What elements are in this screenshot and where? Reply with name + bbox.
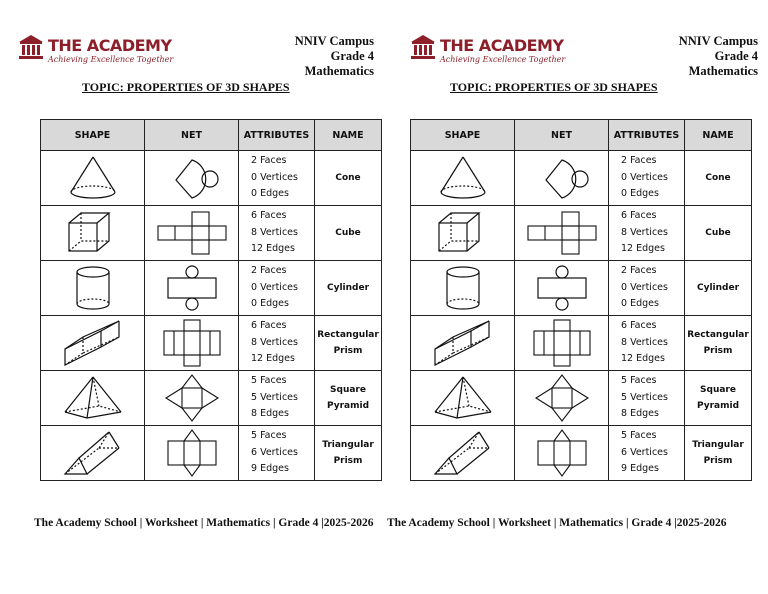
faces-count: 5 Faces xyxy=(251,375,287,387)
shape-cell xyxy=(411,261,515,316)
attributes-cell xyxy=(609,426,685,481)
cube-icon xyxy=(63,209,123,257)
header-shape: SHAPE xyxy=(41,120,145,151)
vertices-count: 0 Vertices xyxy=(251,281,298,293)
header-net: NET xyxy=(145,120,239,151)
shape-name-line-2: Pyramid xyxy=(326,401,370,411)
vertices-count: 6 Vertices xyxy=(251,446,298,458)
edges-count: 0 Edges xyxy=(621,298,659,310)
campus-info xyxy=(295,34,374,79)
table-row xyxy=(411,151,752,206)
name-cell xyxy=(685,316,752,371)
table-row xyxy=(41,316,382,371)
edges-count: 0 Edges xyxy=(251,298,289,310)
square-pyramid-net-icon xyxy=(160,373,224,423)
vertices-count: 6 Vertices xyxy=(621,446,668,458)
topic-heading: TOPIC: PROPERTIES OF 3D SHAPES xyxy=(450,80,658,94)
net-cell xyxy=(515,371,609,426)
cone-net-icon xyxy=(532,154,592,202)
edges-count: 12 Edges xyxy=(251,353,295,365)
name-cell xyxy=(685,206,752,261)
triangular-prism-icon xyxy=(431,428,495,478)
cube-net-icon xyxy=(522,209,602,257)
net-cell xyxy=(515,151,609,206)
net-cell xyxy=(145,151,239,206)
name-cell xyxy=(315,426,382,481)
shape-name: Cube xyxy=(705,228,731,238)
edges-count: 12 Edges xyxy=(621,243,665,255)
vertices-count: 5 Vertices xyxy=(621,391,668,403)
table-row xyxy=(41,151,382,206)
edges-count: 12 Edges xyxy=(251,243,295,255)
faces-count: 6 Faces xyxy=(621,210,657,222)
shape-name: Square xyxy=(330,385,366,395)
school-logo xyxy=(18,30,178,72)
rectangular-prism-net-icon xyxy=(530,318,594,368)
cone-icon xyxy=(433,154,493,202)
edges-count: 12 Edges xyxy=(621,353,665,365)
shape-name: Cylinder xyxy=(326,283,370,293)
table-row xyxy=(41,206,382,261)
shape-name: Cube xyxy=(335,228,361,238)
shape-name: Rectangular xyxy=(317,330,379,340)
grade-label: Grade 4 xyxy=(330,49,374,63)
shape-name: Cone xyxy=(705,173,731,183)
header-attributes: ATTRIBUTES xyxy=(609,120,685,151)
net-cell xyxy=(145,206,239,261)
header-name: NAME xyxy=(685,120,752,151)
shape-cell xyxy=(411,426,515,481)
shape-name-line-2: Prism xyxy=(333,346,363,356)
cube-net-icon xyxy=(152,209,232,257)
worksheet-copy-right xyxy=(384,0,768,594)
subject-label: Mathematics xyxy=(304,64,374,78)
shape-cell xyxy=(411,151,515,206)
triangular-prism-net-icon xyxy=(160,428,224,478)
net-cell xyxy=(145,316,239,371)
shape-name: Triangular xyxy=(322,440,374,450)
name-cell xyxy=(315,371,382,426)
vertices-count: 5 Vertices xyxy=(251,391,298,403)
name-cell xyxy=(685,426,752,481)
edges-count: 0 Edges xyxy=(251,188,289,200)
school-logo xyxy=(410,30,570,72)
name-cell xyxy=(685,371,752,426)
vertices-count: 8 Vertices xyxy=(251,336,298,348)
faces-count: 6 Faces xyxy=(621,320,657,332)
triangular-prism-net-icon xyxy=(530,428,594,478)
subject-label: Mathematics xyxy=(688,64,758,78)
header-attributes: ATTRIBUTES xyxy=(239,120,315,151)
name-cell xyxy=(315,316,382,371)
faces-count: 2 Faces xyxy=(621,155,657,167)
logo-tagline: Achieving Excellence Together xyxy=(48,55,174,64)
net-cell xyxy=(515,206,609,261)
square-pyramid-icon xyxy=(431,374,495,422)
shape-cell xyxy=(41,316,145,371)
table-row xyxy=(41,371,382,426)
net-cell xyxy=(145,426,239,481)
faces-count: 2 Faces xyxy=(621,265,657,277)
table-header-row xyxy=(41,120,382,151)
edges-count: 9 Edges xyxy=(251,463,289,475)
faces-count: 5 Faces xyxy=(251,430,287,442)
worksheet-footer: The Academy School | Worksheet | Mathematics | Grade 4 |2025-2026 xyxy=(34,517,374,529)
header-shape: SHAPE xyxy=(411,120,515,151)
table-row xyxy=(41,261,382,316)
attributes-cell xyxy=(609,371,685,426)
header-name: NAME xyxy=(315,120,382,151)
table-row xyxy=(411,371,752,426)
rectangular-prism-icon xyxy=(61,319,125,367)
faces-count: 6 Faces xyxy=(251,210,287,222)
worksheet-footer: The Academy School | Worksheet | Mathematics | Grade 4 |2025-2026 xyxy=(387,517,727,529)
net-cell xyxy=(515,316,609,371)
cone-net-icon xyxy=(162,154,222,202)
shape-name-line-2: Prism xyxy=(703,456,733,466)
attributes-cell xyxy=(609,206,685,261)
cube-icon xyxy=(433,209,493,257)
attributes-cell xyxy=(609,316,685,371)
shape-name: Triangular xyxy=(692,440,744,450)
net-cell xyxy=(515,261,609,316)
table-row xyxy=(41,426,382,481)
campus-name: NNIV Campus xyxy=(294,34,374,48)
campus-info xyxy=(679,34,758,79)
shape-cell xyxy=(411,206,515,261)
name-cell xyxy=(315,206,382,261)
attributes-cell xyxy=(609,151,685,206)
rectangular-prism-net-icon xyxy=(160,318,224,368)
attributes-cell xyxy=(239,151,315,206)
edges-count: 8 Edges xyxy=(621,408,659,420)
table-row xyxy=(411,316,752,371)
academy-building-icon xyxy=(410,34,436,60)
shape-name-line-2: Prism xyxy=(333,456,363,466)
vertices-count: 0 Vertices xyxy=(621,171,668,183)
cylinder-net-icon xyxy=(162,264,222,312)
table-row xyxy=(411,261,752,316)
faces-count: 5 Faces xyxy=(621,375,657,387)
table-row xyxy=(411,426,752,481)
edges-count: 0 Edges xyxy=(621,188,659,200)
shape-name: Cylinder xyxy=(696,283,740,293)
shape-cell xyxy=(411,316,515,371)
academy-building-icon xyxy=(18,34,44,60)
topic-heading: TOPIC: PROPERTIES OF 3D SHAPES xyxy=(82,80,290,94)
shape-name: Cone xyxy=(335,173,361,183)
shape-cell xyxy=(41,261,145,316)
rectangular-prism-icon xyxy=(431,319,495,367)
logo-text: THE ACADEMY xyxy=(48,36,172,55)
vertices-count: 0 Vertices xyxy=(251,171,298,183)
vertices-count: 8 Vertices xyxy=(251,226,298,238)
shape-cell xyxy=(41,371,145,426)
attributes-cell xyxy=(239,316,315,371)
logo-tagline: Achieving Excellence Together xyxy=(440,55,566,64)
triangular-prism-icon xyxy=(61,428,125,478)
shape-cell xyxy=(41,206,145,261)
attributes-cell xyxy=(239,261,315,316)
cylinder-net-icon xyxy=(532,264,592,312)
net-cell xyxy=(145,371,239,426)
net-cell xyxy=(145,261,239,316)
vertices-count: 0 Vertices xyxy=(621,281,668,293)
shape-name: Square xyxy=(700,385,736,395)
cone-icon xyxy=(63,154,123,202)
table-row xyxy=(411,206,752,261)
attributes-cell xyxy=(609,261,685,316)
shapes-table xyxy=(40,119,382,481)
square-pyramid-net-icon xyxy=(530,373,594,423)
attributes-cell xyxy=(239,426,315,481)
faces-count: 6 Faces xyxy=(251,320,287,332)
grade-label: Grade 4 xyxy=(714,49,758,63)
name-cell xyxy=(315,261,382,316)
vertices-count: 8 Vertices xyxy=(621,336,668,348)
faces-count: 5 Faces xyxy=(621,430,657,442)
edges-count: 9 Edges xyxy=(621,463,659,475)
shape-name: Rectangular xyxy=(687,330,749,340)
shape-name-line-2: Prism xyxy=(703,346,733,356)
vertices-count: 8 Vertices xyxy=(621,226,668,238)
header-net: NET xyxy=(515,120,609,151)
campus-name: NNIV Campus xyxy=(678,34,758,48)
faces-count: 2 Faces xyxy=(251,265,287,277)
name-cell xyxy=(685,261,752,316)
shape-cell xyxy=(411,371,515,426)
shape-name-line-2: Pyramid xyxy=(696,401,740,411)
square-pyramid-icon xyxy=(61,374,125,422)
net-cell xyxy=(515,426,609,481)
table-header-row xyxy=(411,120,752,151)
shape-cell xyxy=(41,151,145,206)
name-cell xyxy=(685,151,752,206)
cylinder-icon xyxy=(63,264,123,312)
logo-text: THE ACADEMY xyxy=(440,36,564,55)
name-cell xyxy=(315,151,382,206)
faces-count: 2 Faces xyxy=(251,155,287,167)
shapes-table xyxy=(410,119,752,481)
edges-count: 8 Edges xyxy=(251,408,289,420)
shape-cell xyxy=(41,426,145,481)
attributes-cell xyxy=(239,206,315,261)
cylinder-icon xyxy=(433,264,493,312)
attributes-cell xyxy=(239,371,315,426)
